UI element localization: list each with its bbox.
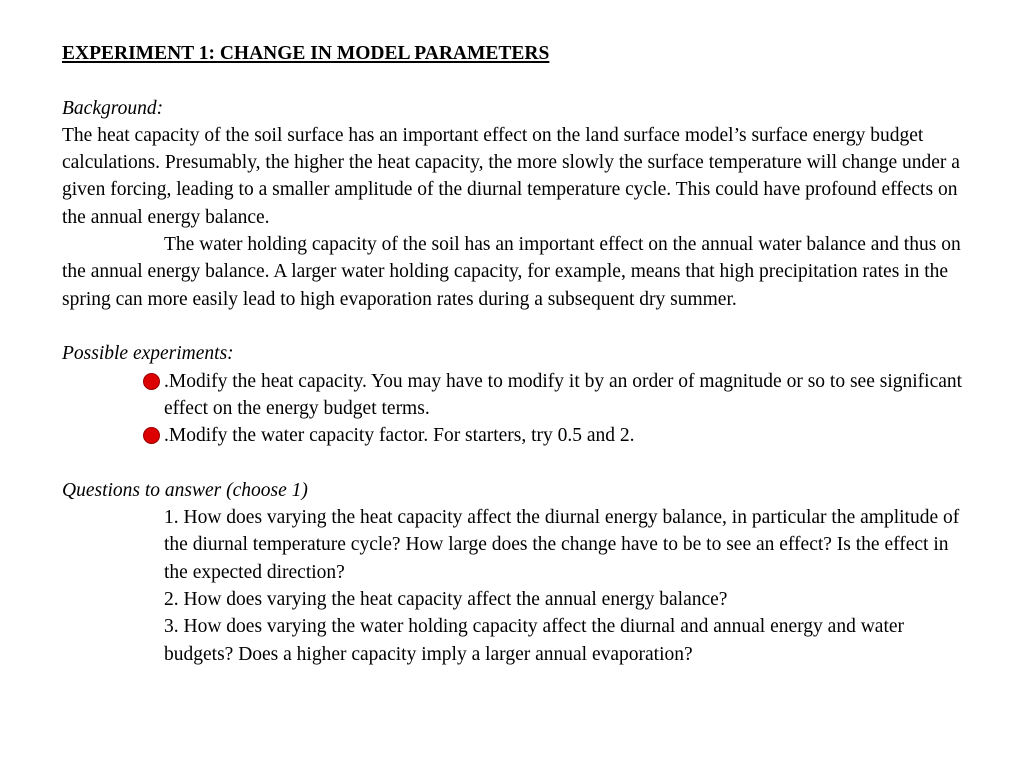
red-bullet-icon <box>143 373 160 390</box>
experiments-list <box>62 368 967 450</box>
list-item: 2. How does varying the heat capacity affect the annual energy balance? <box>164 588 728 610</box>
list-item: 3. How does varying the water holding capacity affect the diurnal and annual energy and water budgets? Does a higher capacity imply a larger annual evaporation? <box>164 616 905 665</box>
background-heading: Background: <box>62 97 164 119</box>
document-page <box>62 40 967 668</box>
background-paragraph-heat-capacity: The heat capacity of the soil surface has an important effect on the land surface model’s surface energy budget calculations. Presumably, the higher the heat capacity, the more slowly the surface temperature will change under a given forcing, leading to a smaller amplitude of the diurnal temperature cycle. This could have profound effects on the annual energy balance. <box>62 124 960 228</box>
blank-line <box>62 449 967 476</box>
list-item <box>62 368 967 423</box>
list-item: 1. How does varying the heat capacity affect the diurnal energy balance, in particular the amplitude of the diurnal temperature cycle? How large does the change have to be to see an effect? Is the effect in the expected direction? <box>164 507 960 583</box>
background-paragraph-water-capacity: The water holding capacity of the soil has an important effect on the annual water balance and thus on the annual energy balance. A larger water holding capacity, for example, means that high precipitation rates in the spring can more easily lead to high evaporation rates during a subsequent dry summer. <box>62 234 961 310</box>
questions-list <box>62 504 967 668</box>
list-item <box>62 422 967 449</box>
experiments-heading: Possible experiments: <box>62 343 234 365</box>
questions-heading: Questions to answer (choose 1) <box>62 479 308 501</box>
blank-line <box>62 67 967 94</box>
blank-line <box>62 313 967 340</box>
experiment-text: .Modify the water capacity factor. For starters, try 0.5 and 2. <box>164 425 635 447</box>
red-bullet-icon <box>143 427 160 444</box>
document-title: EXPERIMENT 1: CHANGE IN MODEL PARAMETERS <box>62 43 550 64</box>
experiment-text: .Modify the heat capacity. You may have to modify it by an order of magnitude or so to see significant effect on the energy budget terms. <box>164 370 963 419</box>
